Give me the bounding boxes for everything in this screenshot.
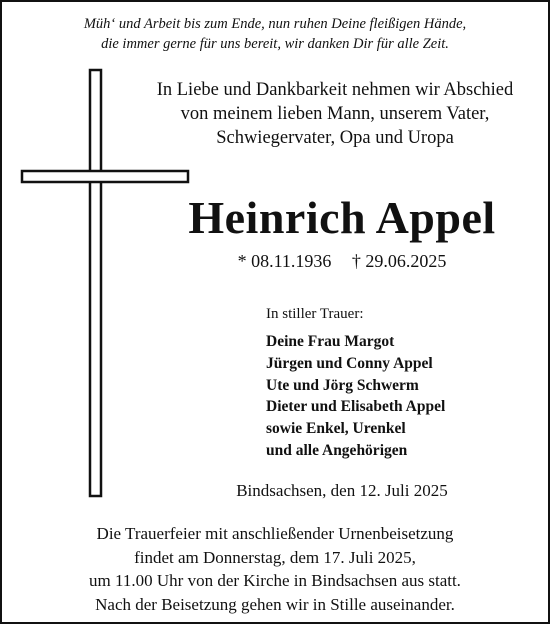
birth-date: * 08.11.1936 bbox=[237, 251, 332, 271]
deceased-name: Heinrich Appel bbox=[188, 192, 496, 243]
mourner-entry: Jürgen und Conny Appel bbox=[266, 354, 433, 372]
funeral-service-info bbox=[2, 522, 548, 616]
mourner-entry: Dieter und Elisabeth Appel bbox=[266, 398, 446, 416]
motto-line-2: die immer gerne für uns bereit, wir danken Dir für alle Zeit. bbox=[101, 36, 449, 52]
mourner-entry: Deine Frau Margot bbox=[266, 333, 395, 350]
place-and-date: Bindsachsen, den 12. Juli 2025 bbox=[236, 481, 448, 500]
motto-line-1: Müh‘ und Arbeit bis zum Ende, nun ruhen Deine fleißigen Hände, bbox=[83, 16, 467, 32]
intro-line-2: von meinem lieben Mann, unserem Vater, bbox=[180, 104, 490, 124]
service-line-3: um 11.00 Uhr von der Kirche in Bindsachsen aus statt. bbox=[89, 571, 461, 590]
death-date: † 29.06.2025 bbox=[351, 251, 447, 271]
mourner-entry: und alle Angehörigen bbox=[266, 441, 408, 459]
mourning-label: In stiller Trauer: bbox=[266, 306, 364, 322]
intro-line-3: Schwiegervater, Opa und Uropa bbox=[216, 128, 454, 148]
life-dates bbox=[152, 250, 532, 272]
intro-line-1: In Liebe und Dankbarkeit nehmen wir Abschied bbox=[156, 80, 514, 100]
service-line-2: findet am Donnerstag, dem 17. Juli 2025, bbox=[134, 547, 416, 567]
service-line-4: Nach der Beisetzung gehen wir in Stille auseinander. bbox=[95, 594, 455, 614]
service-line-1: Die Trauerfeier mit anschließender Urnenbeisetzung bbox=[96, 524, 454, 543]
mourner-entry: sowie Enkel, Urenkel bbox=[266, 420, 406, 438]
motto-verse bbox=[2, 14, 548, 54]
mourners-list bbox=[266, 331, 445, 462]
mourner-entry: Ute und Jörg Schwerm bbox=[266, 376, 419, 394]
intro-text bbox=[122, 78, 548, 150]
